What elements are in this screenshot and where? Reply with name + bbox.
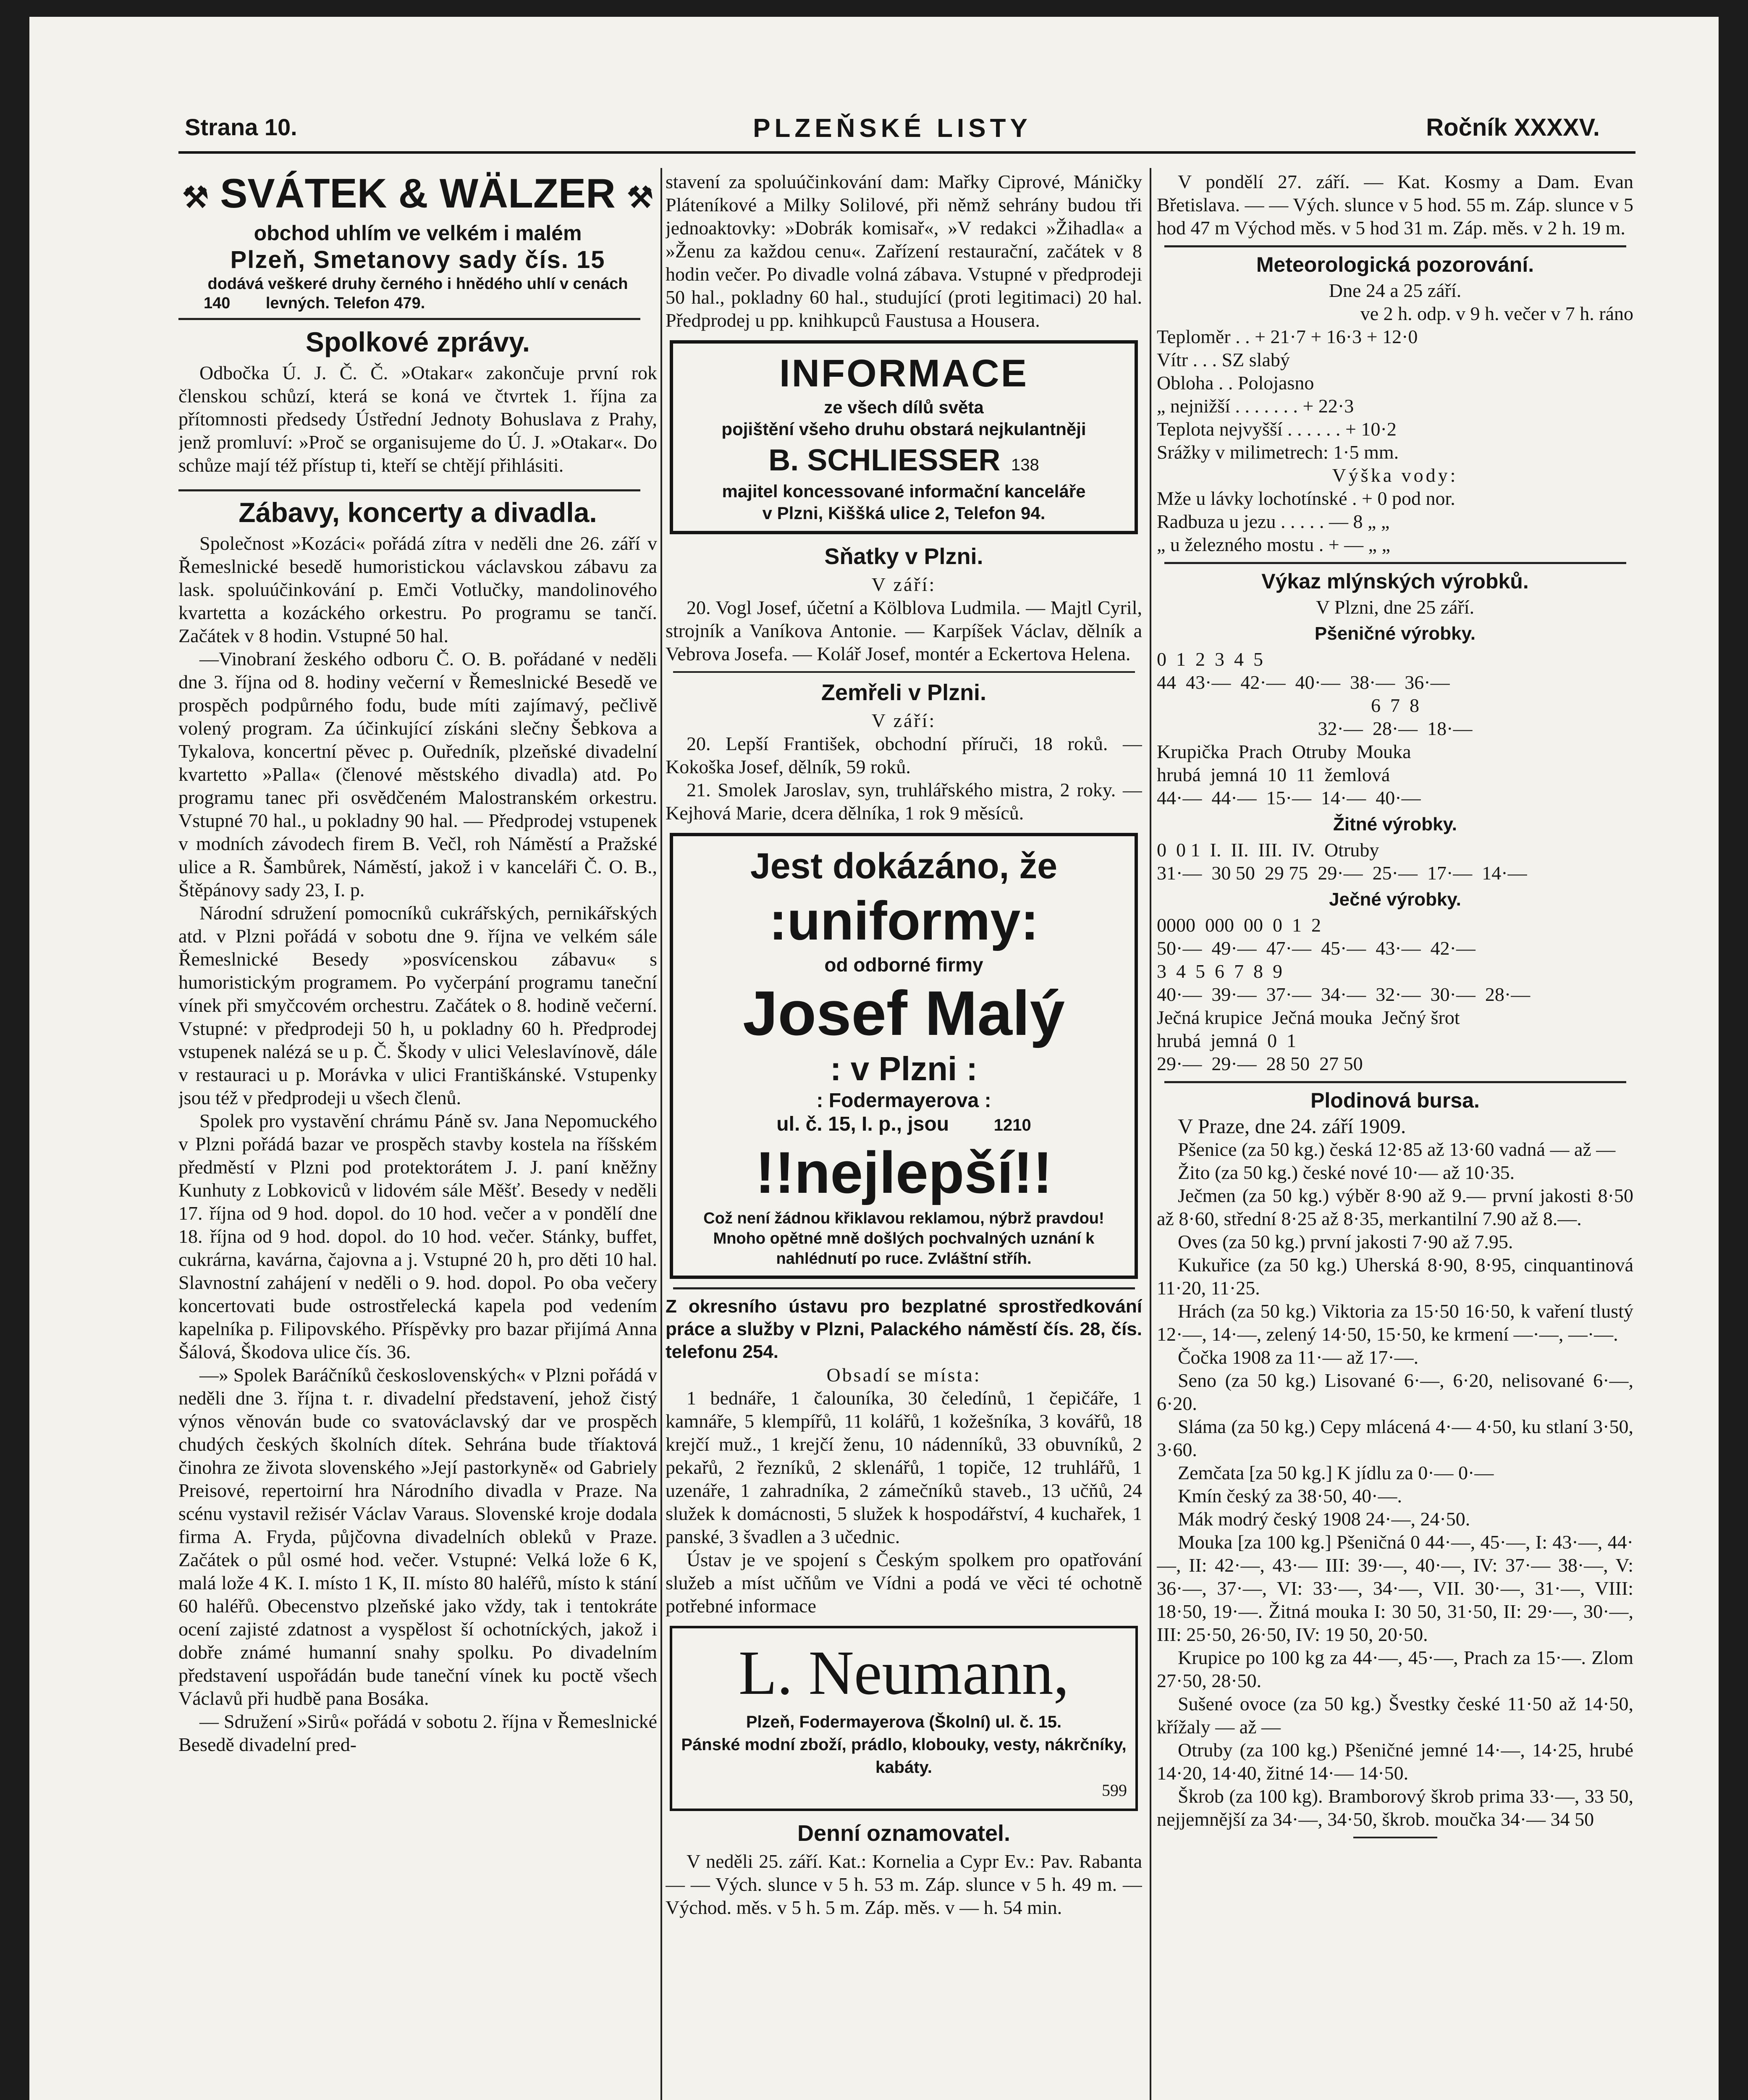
water-row: Radbuza u jezu . . . . . — 8 „ „ bbox=[1157, 511, 1390, 532]
meteo-row: Obloha . . Polojasno bbox=[1157, 372, 1314, 394]
article-paragraph: 1 bednáře, 1 čalouníka, 30 čeledínů, 1 čepičáře, 1 kamnáře, 5 klempířů, 11 kolářů, 1 kožešníka, 3 kovářů, 18 krejčí muž., 1 krejčí ženu, 10 nádenníků, 33 obuvníků, 2 pekařů, 2 řezníků, 2 sklenářů, 1 topiče, 12 truhlářů, 1 uzenáře, 1 zahradníka, 2 zámečníků staveb., 13 učňů, 24 služek k domácnosti, 5 služek k hospodářství, 4 kuchařek, 1 panské, 3 švadlen a 3 učednic. bbox=[666, 1387, 1142, 1547]
coal-ad-line: obchod uhlím ve velkém i malém bbox=[254, 221, 582, 245]
bursa-entry: Mák modrý český 1908 24·—, 24·50. bbox=[1178, 1508, 1470, 1530]
section-heading: Z okresního ústavu pro bezplatné sprostředkování práce a služby v Plzni, Palackého náměstí čís. 28, čís. telefonu 254. bbox=[666, 1296, 1142, 1362]
uniform-ad-headline: :uniformy: bbox=[769, 890, 1039, 951]
article-paragraph: Národní sdružení pomocníků cukrářských, pernikářských atd. v Plzni pořádá v sobotu dne 9. října ve velkém sále Řemeslnické Besedy »posvícenskou zábavu« s humoristickým programem. Po vyčerpání programu taneční vínek při smyčcovém orchestru. Začátek o 8. hodině večerní. Vstupné: v předprodeji 50 h, u pokladny 60 h. Předprodej vstupenek nalézá se u p. Č. Škody v ulici Veleslavínově, dále v restauraci u p. Morávka v ulici Františkánské. Vstupenky jsou též v předprodeji u všech členů. bbox=[178, 902, 657, 1108]
meteo-column-header: ve 2 h. odp. v 9 h. večer v 7 h. ráno bbox=[1360, 303, 1633, 324]
bursa-entry: Kmín český za 38·50, 40·—. bbox=[1178, 1485, 1402, 1507]
ad-reference-number: 599 bbox=[1102, 1781, 1127, 1800]
coal-ad-address: Plzeň, Smetanovy sady čís. 15 bbox=[230, 246, 605, 273]
bursa-entry: Hrách (za 50 kg.) Viktoria za 15·50 16·50, k vaření tlustý 12·—, 14·—, zelený 14·50, 15·50, ke krmení —·—, —·—. bbox=[1157, 1300, 1633, 1345]
info-ad-line: v Plzni, Kiššká ulice 2, Telefon 94. bbox=[762, 503, 1046, 523]
page-header bbox=[185, 113, 1600, 147]
newspaper-title: PLZEŇSKÉ LISTY bbox=[753, 114, 1032, 143]
price-row: 40·— 39·— 37·— 34·— 32·— 30·— 28·— bbox=[1157, 984, 1530, 1005]
section-rule bbox=[673, 1287, 1135, 1289]
section-rule bbox=[1164, 1081, 1626, 1083]
section-rule bbox=[673, 671, 1135, 673]
subsection-heading: Žitné výrobky. bbox=[1333, 814, 1457, 835]
price-row: 44 43·— 42·— 40·— 38·— 36·— bbox=[1157, 672, 1450, 693]
section-rule bbox=[1164, 245, 1626, 247]
neumann-ad-name: L. Neumann, bbox=[738, 1638, 1069, 1708]
neumann-ad-line: Plzeň, Fodermayerova (Školní) ul. č. 15. bbox=[746, 1713, 1062, 1731]
uniformy-advertisement bbox=[670, 833, 1138, 1279]
price-row: Ječná krupice Ječná mouka Ječný šrot bbox=[1157, 1007, 1460, 1028]
section-rule bbox=[178, 489, 640, 491]
uniform-ad-line: : Fodermayerova : bbox=[816, 1089, 991, 1112]
article-paragraph: Spolek pro vystavění chrámu Páně sv. Jana Nepomuckého v Plzni pořádá bazar ve prospěch stavby kostela na říšském předměstí v Plzni pod protektorátem J. J. paní kněžny Kunhuty z Lobkoviců v lidovém sále Měšť. Besedy v neděli 17. října od 9 hod. dopol. do 10 hod. večer a v pondělí dne 18. října od 9 hod. dopol. do 10 hod. večer. Stánky, buffet, cukrárna, kavárna, čajovna a j. Vstupné 20 h, pro děti 10 hal. Slavnostní zahájení v neděli o 9. hod. dopol. Po oba večery koncertovati bude ostrostřelecká kapela pod vedením kapelníka p. Filipovského. Příspěvky pro bazar přijímá Anna Šálová, Škodova ulice čís. 36. bbox=[178, 1110, 657, 1362]
price-row: hrubá jemná 10 11 žemlová bbox=[1157, 764, 1390, 785]
bursa-entry: Škrob (za 100 kg). Bramborový škrob prima 33·—, 33 50, nejjemnější za 34·—, 34·50, škrob. moučka 34·— 34 50 bbox=[1157, 1785, 1633, 1830]
article-paragraph: — Sdružení »Sirů« pořádá v sobotu 2. října v Řemeslnické Besedě divadelní pred- bbox=[178, 1711, 657, 1755]
section-heading: Zemřeli v Plzni. bbox=[821, 680, 987, 705]
section-subheading: V září: bbox=[871, 574, 936, 595]
info-ad-name: B. SCHLIESSER bbox=[768, 444, 1001, 477]
section-heading: Denní oznamovatel. bbox=[797, 1821, 1011, 1846]
hammer-icon: ⚒ bbox=[627, 181, 653, 214]
section-heading: Meteorologická pozorování. bbox=[1256, 253, 1534, 276]
info-ad-line: ze všech dílů světa bbox=[824, 397, 984, 417]
uniform-ad-line: od odborné firmy bbox=[824, 954, 983, 976]
bursa-entry: Kukuřice (za 50 kg.) Uherská 8·90, 8·95, cinquantinová 11·20, 11·25. bbox=[1157, 1254, 1633, 1299]
bursa-entry: Seno (za 50 kg.) Lisované 6·—, 6·20, nelisované 6·—, 6·20. bbox=[1157, 1370, 1633, 1414]
neumann-ad-line: Pánské modní zboží, prádlo, klobouky, vesty, nákrčníky, kabáty. bbox=[681, 1735, 1127, 1777]
section-heading: Zábavy, koncerty a divadla. bbox=[238, 497, 597, 528]
article-paragraph: 21. Smolek Jaroslav, syn, truhlářského mistra, 2 roky. — Kejhová Marie, dcera dělníka, 1 rok 9 měsíců. bbox=[666, 779, 1142, 824]
info-ad-title: INFORMACE bbox=[779, 352, 1029, 395]
bursa-entry: Čočka 1908 za 11·— až 17·—. bbox=[1178, 1347, 1419, 1368]
article-paragraph: 20. Vogl Josef, účetní a Kölblova Ludmila. — Majtl Cyril, strojník a Vaníkova Antonie. — Karpíšek Václav, dělník a Vebrova Josefa. — Kolář Josef, montér a Eckertova Helena. bbox=[666, 597, 1142, 664]
price-row: Krupička Prach Otruby Mouka bbox=[1157, 741, 1411, 762]
article-paragraph: Ústav je ve spojení s Českým spolkem pro opatřování služeb a míst učňům ve Vídni a podá ve věci té ochotně potřebné informace bbox=[666, 1549, 1142, 1617]
bursa-date: V Praze, dne 24. září 1909. bbox=[1178, 1114, 1406, 1138]
ad-reference-number: 140 bbox=[204, 294, 231, 312]
price-row: 50·— 49·— 47·— 45·— 43·— 42·— bbox=[1157, 937, 1475, 959]
info-ad-line: pojištění všeho druhu obstará nejkulantněji bbox=[721, 419, 1086, 439]
meteo-row: Srážky v milimetrech: 1·5 mm. bbox=[1157, 441, 1399, 463]
end-rule bbox=[1353, 1837, 1437, 1838]
scan-border-left bbox=[0, 0, 29, 2100]
bursa-entry: Zemčata [za 50 kg.] K jídlu za 0·— 0·— bbox=[1178, 1462, 1494, 1483]
subsection-heading: Ječné výrobky. bbox=[1329, 889, 1461, 910]
price-row: 0000 000 00 0 1 2 bbox=[1157, 914, 1321, 936]
bursa-entry: Sláma (za 50 kg.) Cepy mlácená 4·— 4·50, ku stlaní 3·50, 3·60. bbox=[1157, 1416, 1633, 1460]
coal-ad-line: levných. Telefon 479. bbox=[265, 294, 425, 312]
price-row: 44·— 44·— 15·— 14·— 40·— bbox=[1157, 787, 1421, 808]
subsection-heading: Pšeničné výrobky. bbox=[1314, 623, 1476, 644]
article-paragraph: V pondělí 27. září. — Kat. Kosmy a Dam. Evan Břetislava. — — Vých. slunce v 5 hod. 55 m. Záp. slunce v 5 hod 47 m Východ měs. v 5 hod 31 m. Záp. měs. v 2 h. 19 m. bbox=[1157, 171, 1633, 239]
price-row: 0 0 1 I. II. III. IV. Otruby bbox=[1157, 839, 1379, 861]
water-row: „ u železného mostu . + — „ „ bbox=[1157, 534, 1391, 555]
section-rule bbox=[178, 318, 640, 320]
price-row: 29·— 29·— 28 50 27 50 bbox=[1157, 1053, 1363, 1074]
page-number: Strana 10. bbox=[185, 114, 297, 140]
bursa-entry: Krupice po 100 kg za 44·—, 45·—, Prach za 15·—. Zlom 27·50, 28·50. bbox=[1157, 1647, 1633, 1691]
neumann-advertisement bbox=[670, 1626, 1138, 1811]
section-heading: Výkaz mlýnských výrobků. bbox=[1261, 570, 1529, 593]
scan-border-right bbox=[1719, 0, 1748, 2100]
article-paragraph: Odbočka Ú. J. Č. Č. »Otakar« zakončuje první rok členskou schůzí, která se koná ve čtvrtek 1. října za přítomnosti předsedy Ústřední Jednoty Bohuslava z Prahy, jenž promluví: »Proč se organisujeme do Ú. J. »Otakar«. Do schůze mají též přístup ti, kteří se chtějí přihlásiti. bbox=[178, 362, 657, 476]
coal-ad-line: dodává veškeré druhy černého i hnědého uhlí v cenách bbox=[207, 275, 628, 293]
section-heading: Sňatky v Plzni. bbox=[824, 544, 983, 569]
ad-reference-number: 1210 bbox=[993, 1116, 1031, 1134]
uniform-ad-name: Josef Malý bbox=[743, 978, 1065, 1048]
volume-label: Ročník XXXXV. bbox=[1426, 114, 1600, 141]
price-row: 0 1 2 3 4 5 bbox=[1157, 648, 1263, 670]
section-subheading: V září: bbox=[871, 710, 936, 731]
bursa-entry: Mouka [za 100 kg.] Pšeničná 0 44·—, 45·—, I: 43·—, 44·—, II: 42·—, 43·— III: 39·—, 40·—, IV: 37·— 38·—, V: 36·—, 37·—, VI: 33·—, 34·—, VII. 30·—, 31·—, VIII: 18·50, 19·—. Žitná mouka I: 30 50, 31·50, II: 29·—, 30·—, III: 25·50, 26·50, IV: 19 50, 20·50. bbox=[1157, 1531, 1633, 1645]
meteo-date: Dne 24 a 25 září. bbox=[1329, 280, 1462, 301]
price-row: 6 7 8 bbox=[1371, 695, 1419, 716]
uniform-ad-line: Jest dokázáno, že bbox=[750, 846, 1058, 886]
price-row: 32·— 28·— 18·— bbox=[1318, 718, 1473, 739]
bursa-entry: Oves (za 50 kg.) první jakosti 7·90 až 7.95. bbox=[1178, 1231, 1513, 1252]
coal-ad-title: SVÁTEK & WÄLZER bbox=[220, 170, 616, 216]
water-row: Mže u lávky lochotínské . + 0 pod nor. bbox=[1157, 488, 1455, 509]
uniform-ad-line: : v Plzni : bbox=[830, 1050, 978, 1087]
water-heading: Výška vody: bbox=[1332, 465, 1458, 486]
column-2 bbox=[666, 170, 1142, 2100]
column-divider-1 bbox=[660, 168, 662, 2100]
section-heading: Plodinová bursa. bbox=[1310, 1089, 1480, 1112]
uniform-ad-headline: !!nejlepší!! bbox=[755, 1139, 1053, 1205]
bursa-entry: Ječmen (za 50 kg.) výběr 8·90 až 9.— první jakosti 8·50 až 8·60, střední 8·25 až 8·35, merkantilní 7.90 až 8.—. bbox=[1157, 1185, 1633, 1229]
bursa-entry: Sušené ovoce (za 50 kg.) Švestky české 11·50 až 14·50, křížaly — až — bbox=[1157, 1693, 1633, 1738]
article-paragraph: —Vinobraní žeského odboru Č. O. B. pořádané v neděli dne 3. října od 8. hodiny večerní v Řemeslnické Besedě ve prospěch podpůrného fodu, bude míti zajímavý, pečlivě volený program. Za účinkující získáni slečny Šebkova a Tykalova, koncertní pěvec p. Ouředník, plzeňské divadelní kvartetto »Palla« (členové městského divadla) atd. Po programu tanec při osvědčeném Malostranském orkestru. Vstupné 70 hal., u pokladny 90 hal. — Předprodej vstupenek v modních závodech firem B. Večl, roh Náměstí a Pražské ulice a R. Šambůrek, Náměstí, jakož i v kanceláři Č. O. B., Štěpánovy sady 23, I. p. bbox=[178, 648, 657, 900]
bursa-entry: Žito (za 50 kg.) české nové 10·— až 10·35. bbox=[1178, 1162, 1515, 1183]
article-paragraph: Společnost »Kozáci« pořádá zítra v neděli dne 26. září v Řemeslnické besedě humoristickou václavskou zábavu za lask. spoluúčinkování p. Emči Votlučky, mandolinového kvartetta a kozáckého orkestru. Po programu se tančí. Začátek v 8 hodin. Vstupné 50 hal. bbox=[178, 533, 657, 646]
uniform-ad-line: ul. č. 15, I. p., jsou bbox=[776, 1113, 949, 1135]
price-row: 3 4 5 6 7 8 9 bbox=[1157, 961, 1282, 982]
meteo-row: „ nejnižší . . . . . . . + 22·3 bbox=[1157, 395, 1354, 417]
column-divider-2 bbox=[1150, 168, 1151, 2100]
price-row: 31·— 30 50 29 75 29·— 25·— 17·— 14·— bbox=[1157, 862, 1527, 884]
scan-border-top bbox=[0, 0, 1748, 17]
article-paragraph: 20. Lepší František, obchodní příruči, 18 roků. — Kokoška Josef, dělník, 59 roků. bbox=[666, 733, 1142, 777]
mill-date: V Plzni, dne 25 září. bbox=[1316, 596, 1475, 618]
article-paragraph: stavení za spoluúčinkování dam: Mařky Ciprové, Máničky Pláteníkové a Milky Solilové, při němž sehrány budou tři jednoaktovky: »Dobrák komisař«, »V redakci »Žihadla« a »Ženu za každou cenu«. Zařízení restaurační, začátek v 8 hodin večer. Po divadle volná zábava. Vstupné v předprodeji 50 hal., pokladny 60 hal., studující (proti legitimaci) 20 hal. Předprodej u pp. knihkupců Faustusa a Housera. bbox=[666, 171, 1142, 331]
article-paragraph: —» Spolek Baráčníků československých« v Plzni pořádá v neděli dne 3. října t. r. divadelní představení, jehož čistý výnos věnován bude co svatováclavský dar ve prospěch chudých českých školních dítek. Sehrána bude tříaktová činohra ze života slovenského »Její pastorkyně« od Gabriely Preisové, repertoirní hra Národního divadla v Praze. Na scénu vystavil režisér Václav Varaus. Slovenské kroje dodala firma A. Fryda, půjčovna divadelních obleků v Praze. Začátek o půl osmé hod. večer. Vstupné: Velká lože 6 K, malá lože 4 K. I. místo 1 K, II. místo 80 haléřů, místo k stání 60 haléřů. Obecenstvo plzeňské jako vždy, tak i tentokráte ocení zajisté zdatnost a vyspělost ší ochotníckých, jakož i dobře známé humanní snahy spolku. Po divadelním představení uspořádán bude taneční vínek ku poctě všech Václavů při hudbě panа Bosáka. bbox=[178, 1364, 657, 1709]
section-rule bbox=[1164, 562, 1626, 564]
ad-reference-number: 138 bbox=[1011, 456, 1039, 474]
article-paragraph: V neděli 25. září. Kat.: Kornelia a Cypr Ev.: Pav. Rabanta — — Vých. slunce v 5 h. 53 m. Záp. slunce v 5 h. 49 m. — Východ. měs. v 5 h. 5 m. Záp. měs. v — h. 54 min. bbox=[666, 1851, 1142, 1918]
section-subheading: Obsadí se místa: bbox=[826, 1364, 981, 1386]
meteo-row: Vítr . . . SZ slabý bbox=[1157, 349, 1290, 370]
informace-advertisement bbox=[670, 340, 1138, 534]
meteo-row: Teplota nejvyšší . . . . . . + 10·2 bbox=[1157, 418, 1397, 440]
price-row: hrubá jemná 0 1 bbox=[1157, 1030, 1297, 1051]
uniform-ad-line: Což není žádnou křiklavou reklamou, nýbrž pravdou! Mnoho opětné mně došlých pochvalných uznání k nahlédnutí po ruce. Zvláštní stříh. bbox=[703, 1210, 1104, 1268]
meteo-row: Teploměr . . + 21·7 + 16·3 + 12·0 bbox=[1157, 326, 1418, 347]
column-1 bbox=[178, 170, 657, 2100]
bursa-entry: Pšenice (za 50 kg.) česká 12·85 až 13·60 vadná — až — bbox=[1178, 1139, 1616, 1160]
header-rule bbox=[178, 151, 1635, 154]
section-heading: Spolkové zprávy. bbox=[305, 326, 530, 357]
info-ad-line: majitel koncessované informační kanceláře bbox=[722, 481, 1086, 501]
coal-advertisement bbox=[178, 170, 657, 313]
hammer-icon: ⚒ bbox=[182, 181, 209, 214]
column-3 bbox=[1157, 170, 1633, 2100]
bursa-entry: Otruby (za 100 kg.) Pšeničné jemné 14·—, 14·25, hrubé 14·20, 14·40, žitné 14·— 14·50. bbox=[1157, 1739, 1633, 1784]
